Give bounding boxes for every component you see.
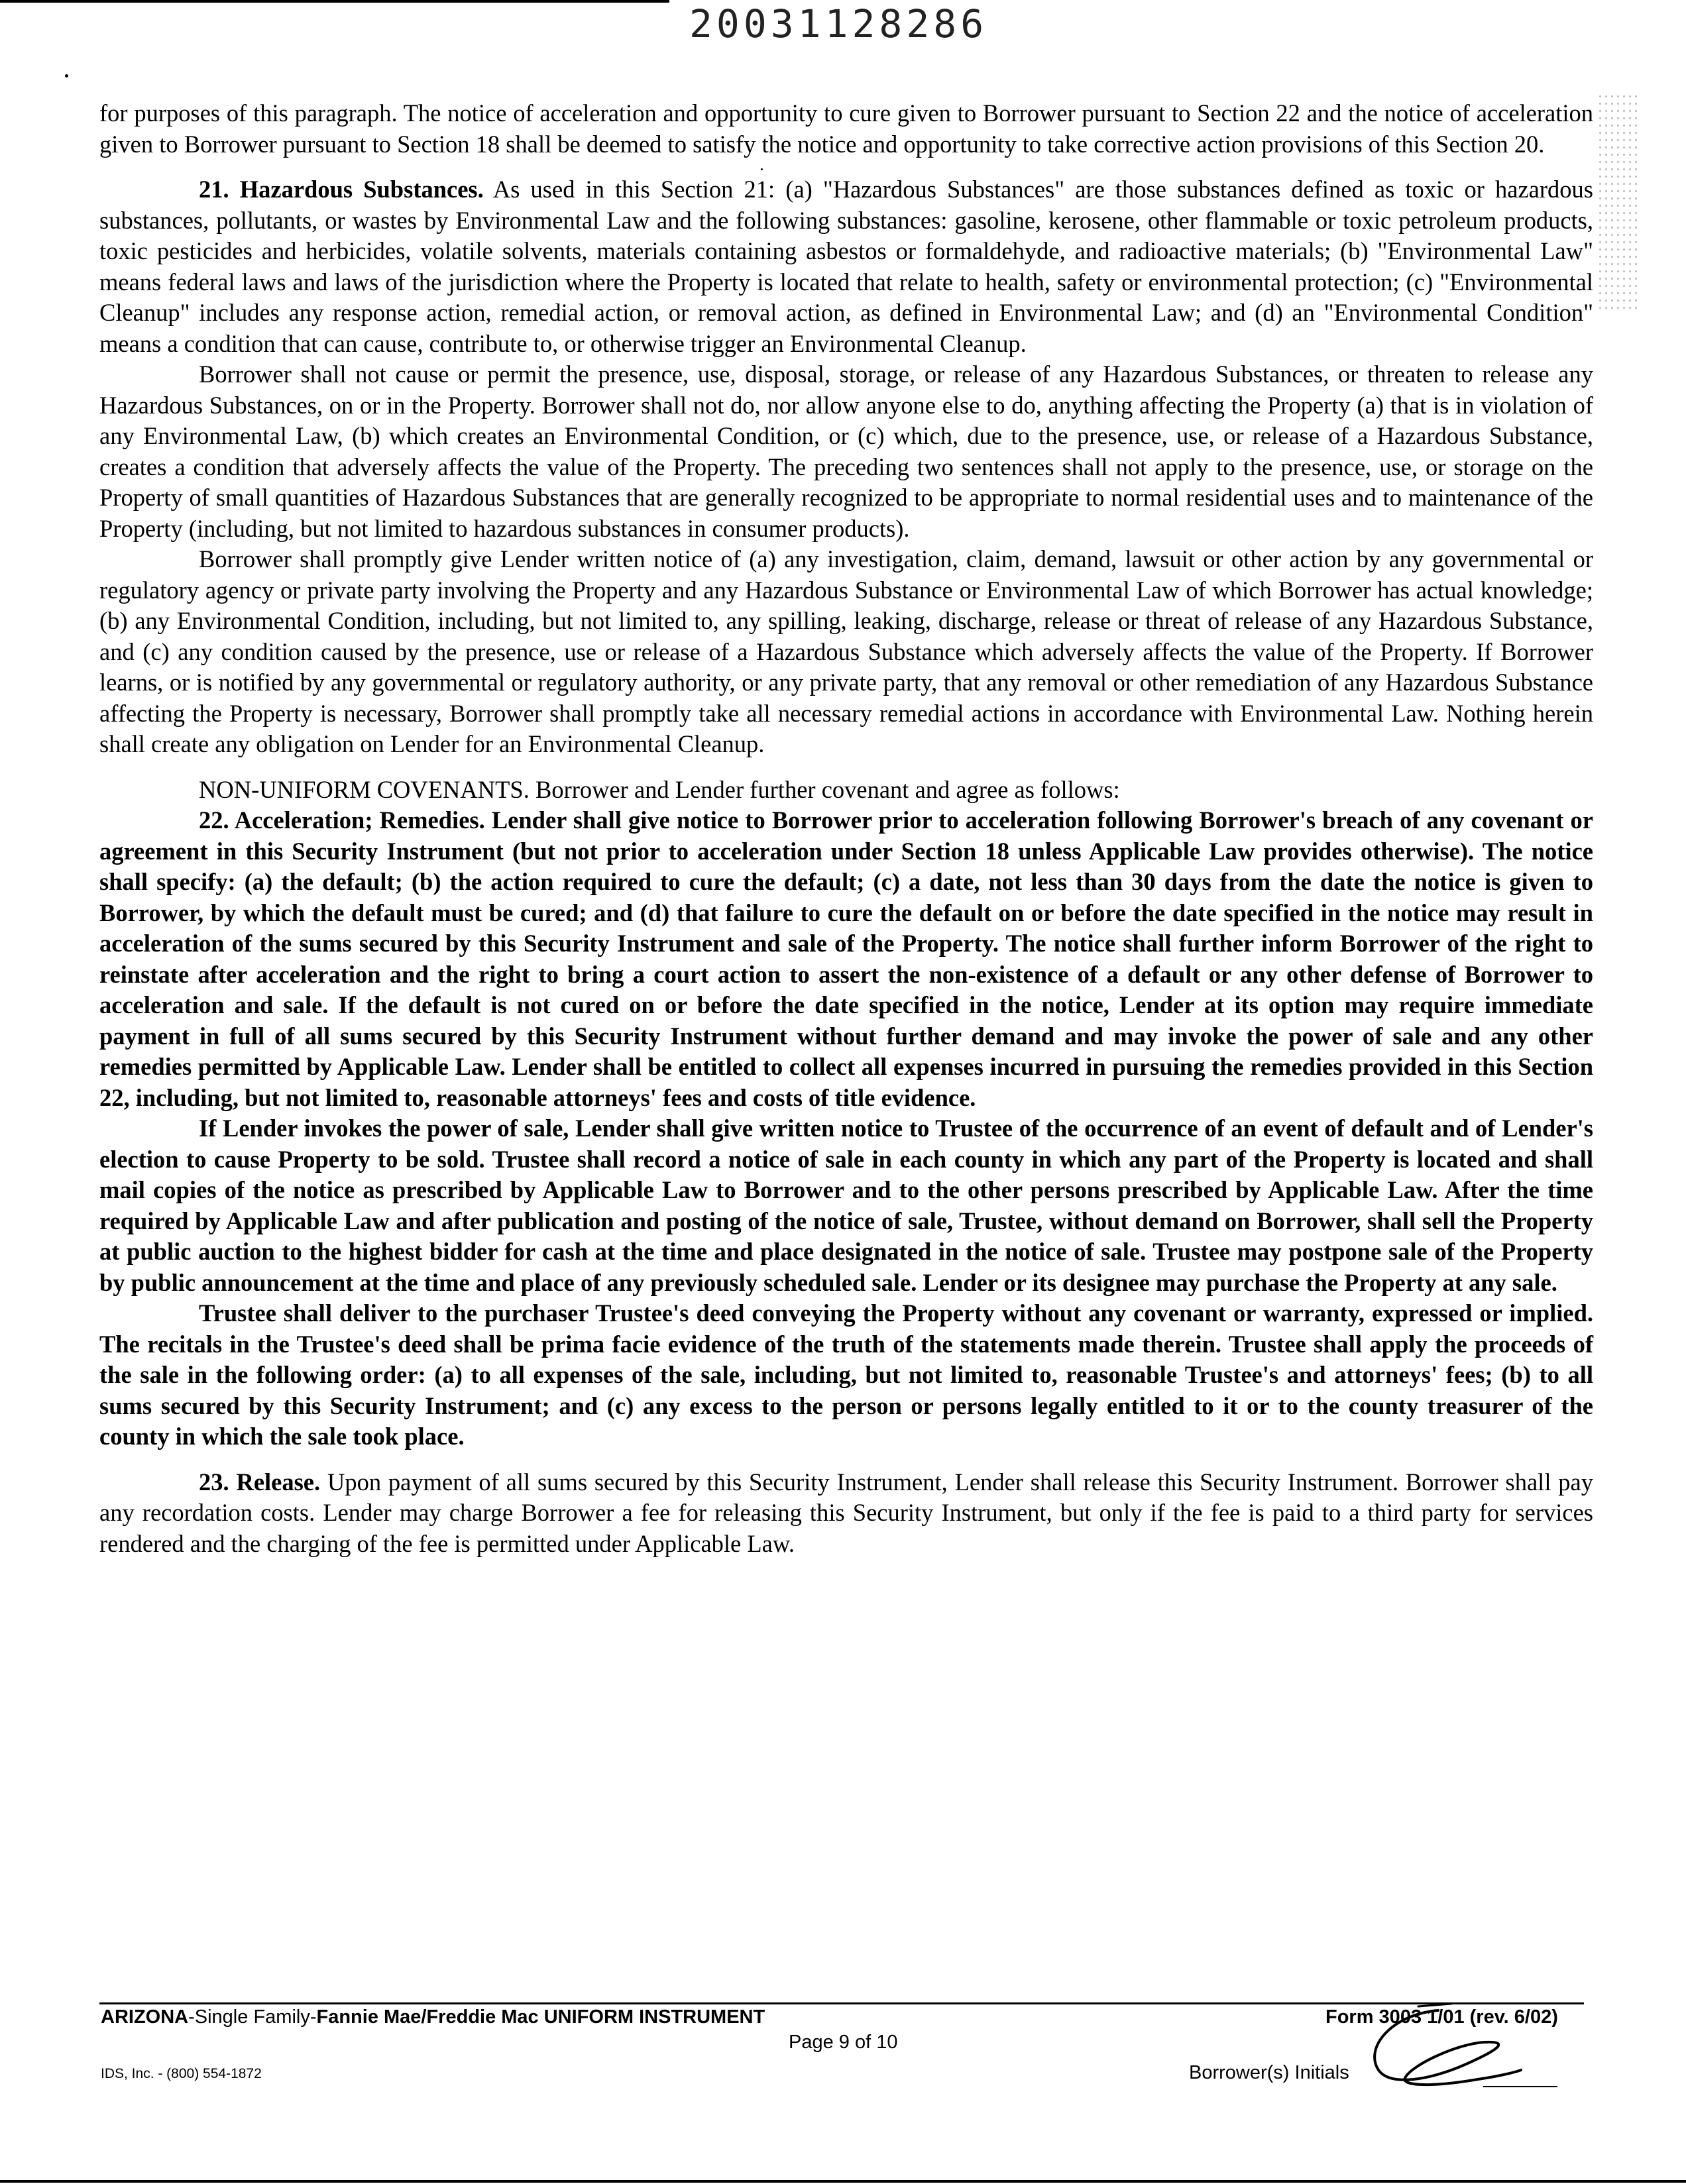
page-number: Page 9 of 10 [789, 2032, 898, 2053]
section-21-heading: 21. Hazardous Substances. [199, 176, 484, 203]
section-22-paragraph-2: If Lender invokes the power of sale, Lender shall give written notice to Trustee of the occurrence of an event of default and of Lender's election to cause Property to be sold. Trustee shall record a notice of sale in each county in which any part of the Property is located and shall mail copies of the notice as prescribed by Applicable Law to Borrower and to the other persons prescribed by Applicable Law. After the time required by Applicable Law and after publication and posting of the notice of sale, Trustee, without demand on Borrower, shall sell the Property at public auction to the highest bidder for cash at the time and place designated in the notice of sale. Trustee may postpone sale of the Property by public announcement at the time and place of any previously scheduled sale. Lender or its designee may purchase the Property at any sale. [99, 1115, 1593, 1296]
scan-speck [65, 74, 68, 78]
document-body [99, 98, 1593, 1559]
signature-stroke [1418, 2004, 1451, 2006]
bottom-border-line [0, 2180, 1686, 2183]
footer-family: -Single Family- [188, 2006, 317, 2028]
paragraph-continuation: for purposes of this paragraph. The notice of acceleration and opportunity to cure given to Borrower pursuant to Section 22 and the notice of acceleration given to Borrower pursuant to Section 18 shall be deemed to satisfy the notice and opportunity to take corrective action provisions of this Section 20. [99, 99, 1593, 158]
section-21-paragraph-2: Borrower shall not cause or permit the presence, use, disposal, storage, or release of any Hazardous Substances, or threaten to release any Hazardous Substances, on or in the Property. Borrower shall not do, nor allow anyone else to do, anything affecting the Property (a) that is in violation of any Environmental Law, (b) which creates an Environmental Condition, or (c) which, due to the presence, use, or release of a Hazardous Substance, creates a condition that adversely affects the value of the Property. The preceding two sentences shall not apply to the presence, use, or storage on the Property of small quantities of Hazardous Substances that are generally recognized to be appropriate to normal residential uses and to maintenance of the Property (including, but not limited to hazardous substances in consumer products). [99, 360, 1593, 542]
section-23-paragraph [99, 1467, 1593, 1560]
signature-stroke [1375, 2010, 1521, 2085]
vendor-line: IDS, Inc. - (800) 554-1872 [101, 2066, 262, 2081]
non-uniform-covenants: NON-UNIFORM COVENANTS. Borrower and Lender further covenant and agree as follows: [199, 775, 1120, 803]
section-23-heading: 23. Release. [199, 1468, 321, 1496]
form-number: Form 3003 1/01 (rev. 6/02) [1325, 2006, 1558, 2028]
section-21-paragraph [99, 174, 1593, 359]
borrower-initials-label: Borrower(s) Initials [1189, 2062, 1349, 2083]
footer-instrument: Fannie Mae/Freddie Mac UNIFORM INSTRUMENT [316, 2006, 765, 2028]
section-21-paragraph-3: Borrower shall promptly give Lender written notice of (a) any investigation, claim, demand, lawsuit or other action by any governmental or regulatory agency or private party involving the Property and any Hazardous Substance or Environmental Law of which Borrower has actual knowledge; (b) any Environmental Condition, including, but not limited to, any spilling, leaking, discharge, release or threat of release of any Hazardous Substance, and (c) any condition caused by the presence, use or release of a Hazardous Substance which adversely affects the value of the Property. If Borrower learns, or is notified by any governmental or regulatory authority, or any private party, that any removal or other remediation of any Hazardous Substance affecting the Property is necessary, Borrower shall promptly take all necessary remedial actions in accordance with Environmental Law. Nothing herein shall create any obligation on Lender for an Environmental Cleanup. [99, 545, 1593, 757]
margin-stamp-residue [1597, 93, 1637, 311]
initials-signature [1352, 2001, 1524, 2094]
section-23-text: Upon payment of all sums secured by this Security Instrument, Lender shall release this Security Instrument. Borrower shall pay any recordation costs. Lender may charge Borrower a fee for releasing this Security Instrument, but only if the fee is paid to a third party for services rendered and the charging of the fee is permitted under Applicable Law. [99, 1468, 1593, 1557]
section-22-paragraph-3: Trustee shall deliver to the purchaser Trustee's deed conveying the Property without any covenant or warranty, expressed or implied. The recitals in the Trustee's deed shall be prima facie evidence of the truth of the statements made therein. Trustee shall apply the proceeds of the sale in the following order: (a) to all expenses of the sale, including, but not limited to, reasonable Trustee's and attorneys' fees; (b) to all sums secured by this Security Instrument; and (c) any excess to the person or persons legally entitled to it or to the county treasurer of the county in which the sale took place. [99, 1299, 1593, 1450]
recording-number: 20031128286 [689, 1, 988, 46]
section-21-text: As used in this Section 21: (a) "Hazardous Substances" are those substances defined as toxic or hazardous substances, pollutants, or wastes by Environmental Law and the following substances: gasoline, kerosene, other flammable or toxic petroleum products, toxic pesticides and herbicides, volatile solvents, materials containing asbestos or formaldehyde, and radioactive materials; (b) "Environmental Law" means federal laws and laws of the jurisdiction where the Property is located that relate to health, safety or environmental protection; (c) "Environmental Cleanup" includes any response action, remedial action, or removal action, as defined in Environmental Law; and (d) an "Environmental Condition" means a condition that can cause, contribute to, or otherwise trigger an Environmental Cleanup. [99, 176, 1593, 357]
footer-instrument-title [101, 2006, 765, 2028]
top-border-line [0, 0, 669, 3]
footer-state: ARIZONA [101, 2006, 189, 2028]
section-22-paragraph-1: 22. Acceleration; Remedies. Lender shall give notice to Borrower prior to acceleration following Borrower's breach of any covenant or agreement in this Security Instrument (but not prior to acceleration under Section 18 unless Applicable Law provides otherwise). The notice shall specify: (a) the default; (b) the action required to cure the default; (c) a date, not less than 30 days from the date the notice is given to Borrower, by which the default must be cured; and (d) that failure to cure the default on or before the date specified in the notice may result in acceleration of the sums secured by this Security Instrument and sale of the Property. The notice shall further inform Borrower of the right to reinstate after acceleration and the right to bring a court action to assert the non-existence of a default or any other defense of Borrower to acceleration and sale. If the default is not cured on or before the date specified in the notice, Lender at its option may require immediate payment in full of all sums secured by this Security Instrument without further demand and may invoke the power of sale and any other remedies permitted by Applicable Law. Lender shall be entitled to collect all expenses incurred in pursuing the remedies provided in this Section 22, including, but not limited to, reasonable attorneys' fees and costs of title evidence. [99, 806, 1593, 1111]
